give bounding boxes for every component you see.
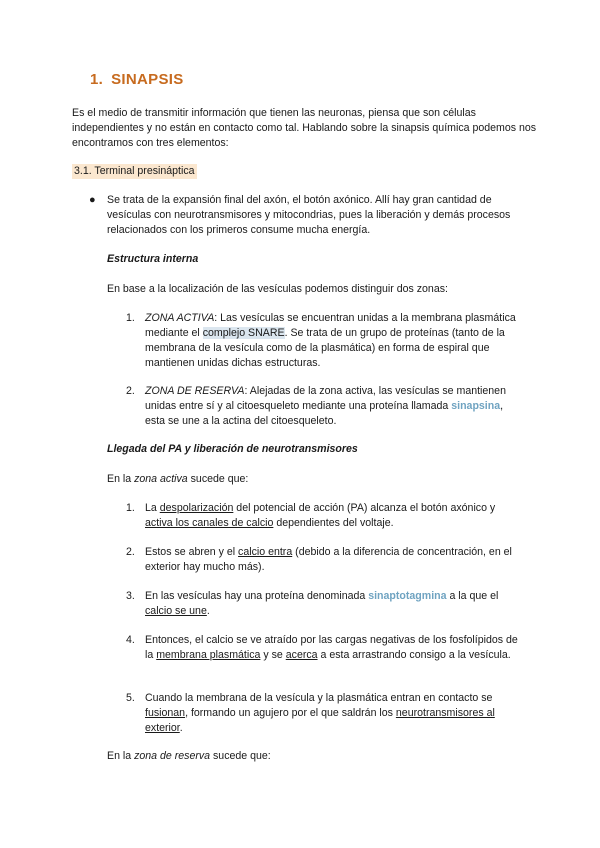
section-title: 1. SINAPSIS <box>90 71 184 88</box>
list-number: 2. <box>126 385 135 397</box>
estructura-heading: Estructura interna <box>107 253 199 265</box>
list-number: 1. <box>126 312 135 324</box>
term-sinaptotagmina: sinaptotagmina <box>368 590 447 602</box>
list-item-zona-activa: ZONA ACTIVA: Las vesículas se encuentran unidas a la membrana plasmática mediante el complejo SNARE. Se trata de un grupo de proteínas (tanto de la membrana de la vesícula como de la plasmática) en forma de espiral que mantienen unidas dichas estructuras. <box>145 312 516 369</box>
term-sinapsina: sinapsina <box>451 400 501 412</box>
llegada-intro: En la zona activa sucede que: <box>107 473 249 485</box>
list-number: 5. <box>126 692 135 704</box>
llegada-heading: Llegada del PA y liberación de neurotransmisores <box>107 443 358 455</box>
list-item-step-5: Cuando la membrana de la vesícula y la plasmática entran en contacto se fusionan, formando un agujero por el que saldrán los neurotransmisores al exterior. <box>145 692 495 734</box>
list-item-step-2: Estos se abren y el calcio entra (debido a la diferencia de concentración, en el exterior hay mucho más). <box>145 546 512 573</box>
list-item-step-1: La despolarización del potencial de acción (PA) alcanza el botón axónico y activa los canales de calcio dependientes del voltaje. <box>145 502 496 529</box>
bullet-marker: ● <box>89 194 96 206</box>
intro-paragraph: Es el medio de transmitir información que tienen las neuronas, piensa que son células independientes y no están en contacto como tal. Hablando sobre la sinapsis química podemos nos encontramos con tres elementos: <box>72 107 537 149</box>
list-item-zona-reserva: ZONA DE RESERVA: Alejadas de la zona activa, las vesículas se mantienen unidas entre sí y al citoesqueleto mediante una proteína llamada sinapsina, esta se une a la actina del citoesqueleto. <box>145 385 506 427</box>
list-item-step-4: Entonces, el calcio se ve atraído por las cargas negativas de los fosfolípidos de la membrana plasmática y se acerca a esta arrastrando consigo a la vesícula. <box>145 634 518 661</box>
reserva-intro: En la zona de reserva sucede que: <box>107 750 271 762</box>
highlight-snare: complejo SNARE <box>202 327 285 339</box>
list-number: 2. <box>126 546 135 558</box>
subsection-heading: 3.1. Terminal presináptica <box>74 165 195 177</box>
list-item-step-3: En las vesículas hay una proteína denominada sinaptotagmina a la que el calcio se une. <box>145 590 499 617</box>
estructura-intro: En base a la localización de las vesículas podemos distinguir dos zonas: <box>107 283 448 295</box>
list-number: 3. <box>126 590 135 602</box>
list-number: 4. <box>126 634 135 646</box>
bullet-paragraph: Se trata de la expansión final del axón, el botón axónico. Allí hay gran cantidad de vesículas con neurotransmisores y mitocondrias, pues la liberación y demás procesos relacionados con los primeros consume mucha energía. <box>107 194 511 236</box>
list-number: 1. <box>126 502 135 514</box>
